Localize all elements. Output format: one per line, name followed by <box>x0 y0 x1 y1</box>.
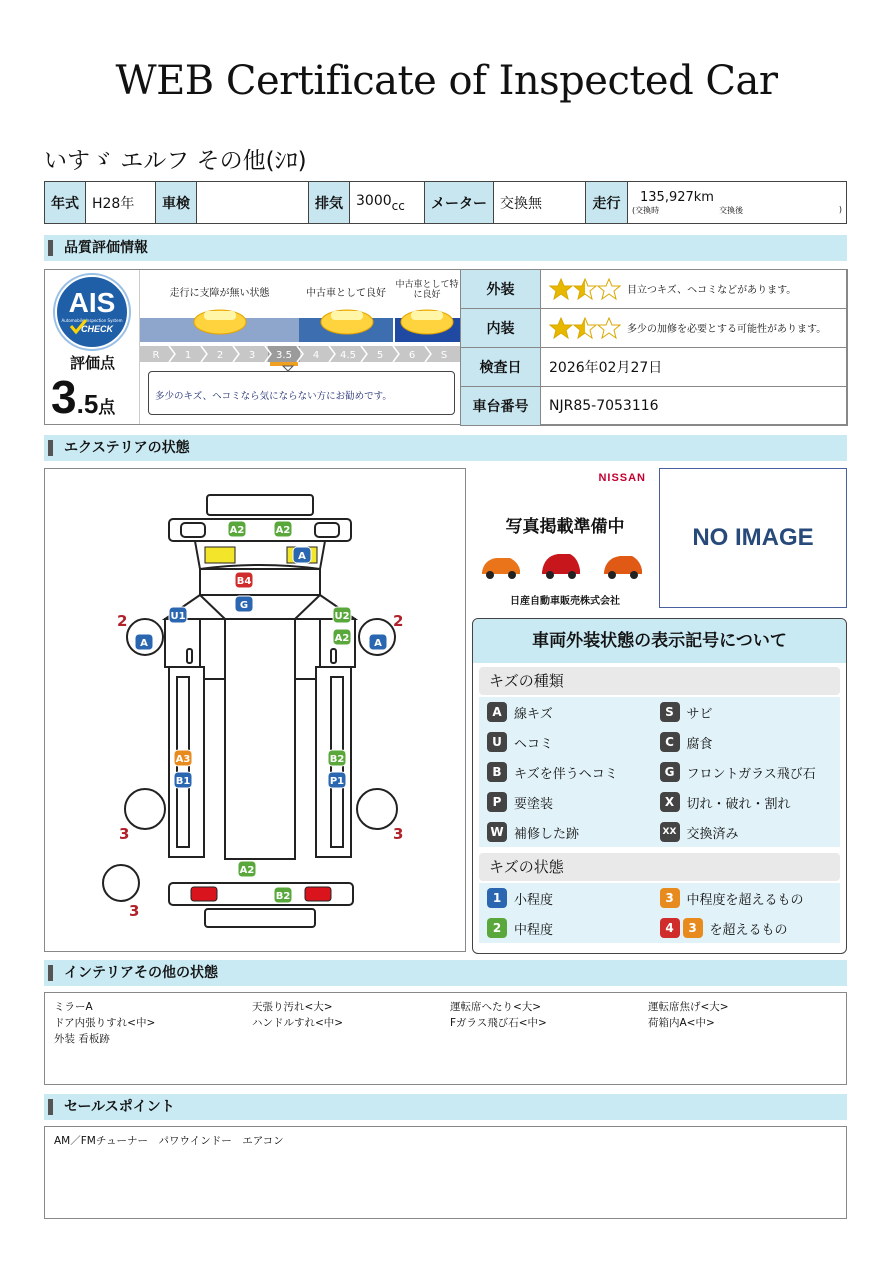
legend-status-title: キズの状態 <box>479 853 840 881</box>
legend-type-label: キズを伴うヘコミ <box>514 766 618 782</box>
legend-type-item <box>487 731 660 753</box>
grade-S: S <box>440 350 448 361</box>
star-icon <box>549 278 573 300</box>
mileage-label: 走行 <box>586 182 628 224</box>
damage-mark-label: A2 <box>275 525 291 536</box>
interior-note: Fガラス飛び石<中> <box>450 1017 547 1029</box>
no-image: NO IMAGE <box>659 468 847 608</box>
legend-type-badge: G <box>660 762 680 782</box>
legend-type-item <box>487 821 660 843</box>
interior-note: 運転席焦げ<大> <box>648 1001 729 1013</box>
legend-type-item <box>660 821 833 843</box>
legend-status-item <box>487 887 660 909</box>
score-int: 3 <box>51 371 77 423</box>
damage-mark-label: U2 <box>334 611 350 622</box>
grade-6: 6 <box>408 350 416 361</box>
interior-note: 天張り汚れ<大> <box>252 1001 333 1013</box>
year-value: H28年 <box>86 182 156 224</box>
grade-4.5: 4.5 <box>340 350 356 361</box>
legend-type-label: フロントガラス飛び石 <box>686 766 816 782</box>
star-icon <box>573 317 597 339</box>
damage-mark-label: B2 <box>329 754 345 765</box>
grade-1: 1 <box>184 350 192 361</box>
interior-notes <box>54 999 837 1046</box>
spec-table <box>44 181 847 224</box>
legend-status-label: 中程度を超えるもの <box>686 892 804 908</box>
car-orange-icon <box>482 558 520 579</box>
exterior-label: 外装 <box>461 270 541 309</box>
legend-status-badge: 3 <box>683 918 703 938</box>
legend-title: 車両外装状態の表示記号について <box>473 619 846 663</box>
car-icon-2 <box>321 310 373 334</box>
page-title: WEB Certificate of Inspected Car <box>115 58 778 104</box>
legend-status-label: を超えるもの <box>709 922 788 938</box>
legend-type-badge: A <box>487 702 507 722</box>
legend-status-label: 小程度 <box>514 892 554 908</box>
legend-type-badge: XX <box>660 822 680 842</box>
star-icon <box>549 317 573 339</box>
legend-status-label: 中程度 <box>514 922 554 938</box>
nissan-company: 日産自動車販売株式会社 <box>510 596 620 607</box>
star-icon <box>597 317 621 339</box>
legend-type-item <box>487 761 660 783</box>
photo-preparing: 写真掲載準備中 <box>505 517 625 537</box>
legend-status-badge: 4 <box>660 918 680 938</box>
car-red-icon <box>542 554 580 579</box>
damage-level-number: 2 <box>117 612 128 630</box>
displacement-unit: cc <box>391 198 405 213</box>
exterior-text: 目立つキズ、ヘコミなどがあります。 <box>627 285 797 296</box>
star-icon <box>573 278 597 300</box>
damage-mark-label: B2 <box>275 891 291 902</box>
interior-label: 内装 <box>461 309 541 348</box>
meter-value: 交換無 <box>494 182 586 224</box>
interior-note: ミラーA <box>54 1001 93 1013</box>
nissan-brand: NISSAN <box>598 472 646 484</box>
legend-status-badge: 3 <box>660 888 680 908</box>
truck-diagram <box>45 469 465 951</box>
legend-type-badge: W <box>487 822 507 842</box>
legend-types-title: キズの種類 <box>479 667 840 695</box>
damage-mark-label: A2 <box>239 865 255 876</box>
mileage-after: 交換後 <box>719 205 744 215</box>
score <box>51 370 115 424</box>
exterior-rating-cell <box>541 270 848 309</box>
legend-type-badge: X <box>660 792 680 812</box>
car-icon-3 <box>401 310 453 334</box>
damage-level-number: 2 <box>393 612 404 630</box>
grade-R: R <box>152 350 160 361</box>
grade-scale <box>140 270 460 424</box>
ais-small-text: Automobile Inspection System <box>61 318 123 323</box>
sales-point: AM／FMチューナー パワウインドー エアコン <box>44 1126 847 1219</box>
interior-note: 外装 看板跡 <box>54 1033 110 1045</box>
legend-type-label: ヘコミ <box>514 736 554 752</box>
legend-status <box>479 883 840 943</box>
legend-type-item <box>487 791 660 813</box>
interior-rating-cell <box>541 309 848 348</box>
legend-type-badge: S <box>660 702 680 722</box>
shaken-value <box>197 182 309 224</box>
displacement-value: 3000 <box>356 192 392 209</box>
legend-type-item <box>660 761 833 783</box>
scale-header-1: 走行に支障が無い状態 <box>169 288 270 299</box>
exterior-stars <box>549 281 621 297</box>
section-quality: 品質評価情報 <box>44 235 847 261</box>
meter-label: メーター <box>425 182 494 224</box>
damage-legend <box>472 618 847 954</box>
year-label: 年式 <box>45 182 86 224</box>
displacement-cell <box>350 182 425 224</box>
legend-type-label: 要塗装 <box>514 796 554 812</box>
nissan-placeholder <box>474 468 656 608</box>
chassis-label: 車台番号 <box>461 387 541 426</box>
inspection-date-label: 検査日 <box>461 348 541 387</box>
legend-type-label: 交換済み <box>686 826 739 842</box>
mileage-value: 135,927km <box>640 189 714 205</box>
score-dec: .5 <box>76 389 99 419</box>
interior-notes-box <box>44 992 847 1085</box>
inspection-date: 2026年02月27日 <box>541 348 848 387</box>
legend-type-item <box>660 731 833 753</box>
ais-logo <box>45 270 140 362</box>
damage-level-number: 3 <box>393 825 404 843</box>
legend-type-badge: P <box>487 792 507 812</box>
legend-type-badge: U <box>487 732 507 752</box>
interior-note: 運転席へたり<大> <box>450 1001 542 1013</box>
scale-header-2: 中古車として良好 <box>306 288 386 299</box>
exterior-diagram <box>44 468 466 952</box>
mileage-cell <box>628 182 847 224</box>
grade-3.5: 3.5 <box>276 350 292 361</box>
legend-status-item <box>660 887 833 909</box>
grade-2: 2 <box>216 350 224 361</box>
section-interior: インテリアその他の状態 <box>44 960 847 986</box>
interior-note: ドア内張りすれ<中> <box>54 1017 156 1029</box>
damage-mark-label: A <box>140 638 148 649</box>
legend-type-item <box>660 701 833 723</box>
quality-table <box>460 269 848 426</box>
legend-type-item <box>660 791 833 813</box>
legend-type-label: 線キズ <box>514 706 553 722</box>
score-unit: 点 <box>98 398 116 417</box>
damage-mark-label: A2 <box>229 525 245 536</box>
legend-type-badge: C <box>660 732 680 752</box>
car-illustrations <box>474 546 656 586</box>
legend-status-badge: 2 <box>487 918 507 938</box>
grade-3: 3 <box>248 350 256 361</box>
car-name: いすゞ エルフ その他(ｼﾛ) <box>44 148 307 174</box>
star-icon <box>597 278 621 300</box>
legend-status-badge: 1 <box>487 888 507 908</box>
interior-note: ハンドルすれ<中> <box>252 1017 344 1029</box>
section-exterior: エクステリアの状態 <box>44 435 847 461</box>
car-icon-1 <box>194 310 246 334</box>
damage-mark-label: A3 <box>175 754 191 765</box>
damage-mark-label: A <box>374 638 382 649</box>
legend-type-label: 切れ・破れ・割れ <box>686 796 791 812</box>
legend-status-item <box>660 917 833 939</box>
legend-type-label: 腐食 <box>686 736 713 752</box>
damage-mark-label: G <box>239 600 249 611</box>
damage-mark-label: B4 <box>236 576 252 587</box>
legend-types <box>479 697 840 847</box>
damage-mark-label: A <box>298 551 306 562</box>
damage-level-number: 3 <box>129 902 140 920</box>
legend-type-label: 補修した跡 <box>514 826 580 842</box>
mileage-close: ) <box>838 204 842 214</box>
mileage-before: (交換時 <box>632 205 660 215</box>
section-sales: セールスポイント <box>44 1094 847 1120</box>
legend-type-label: サビ <box>686 706 713 722</box>
grade-comment: 多少のキズ、ヘコミなら気にならない方にお勧めです。 <box>148 371 455 415</box>
damage-mark-label: P1 <box>329 776 345 787</box>
car-orange-2-icon <box>604 556 642 579</box>
ais-column <box>45 270 140 424</box>
interior-text: 多少の加修を必要とする可能性があります。 <box>627 324 827 335</box>
legend-status-item <box>487 917 660 939</box>
damage-mark-label: A2 <box>334 633 350 644</box>
chassis-number: NJR85-7053116 <box>541 387 848 426</box>
legend-type-badge: B <box>487 762 507 782</box>
legend-type-item <box>487 701 660 723</box>
grade-5: 5 <box>376 350 384 361</box>
scale-header-3: 中古車として特に良好 <box>395 280 459 300</box>
ais-check-text: CHECK <box>80 324 114 334</box>
damage-mark-label: U1 <box>170 611 186 622</box>
quality-panel <box>44 269 847 425</box>
interior-stars <box>549 320 621 336</box>
shaken-label: 車検 <box>156 182 197 224</box>
displacement-label: 排気 <box>309 182 350 224</box>
grade-4: 4 <box>312 350 320 361</box>
score-label: 評価点 <box>69 354 115 372</box>
damage-level-number: 3 <box>119 825 130 843</box>
damage-mark-label: B1 <box>175 776 191 787</box>
ais-logo-text: AIS <box>68 287 116 318</box>
interior-note: 荷箱内A<中> <box>648 1017 715 1029</box>
